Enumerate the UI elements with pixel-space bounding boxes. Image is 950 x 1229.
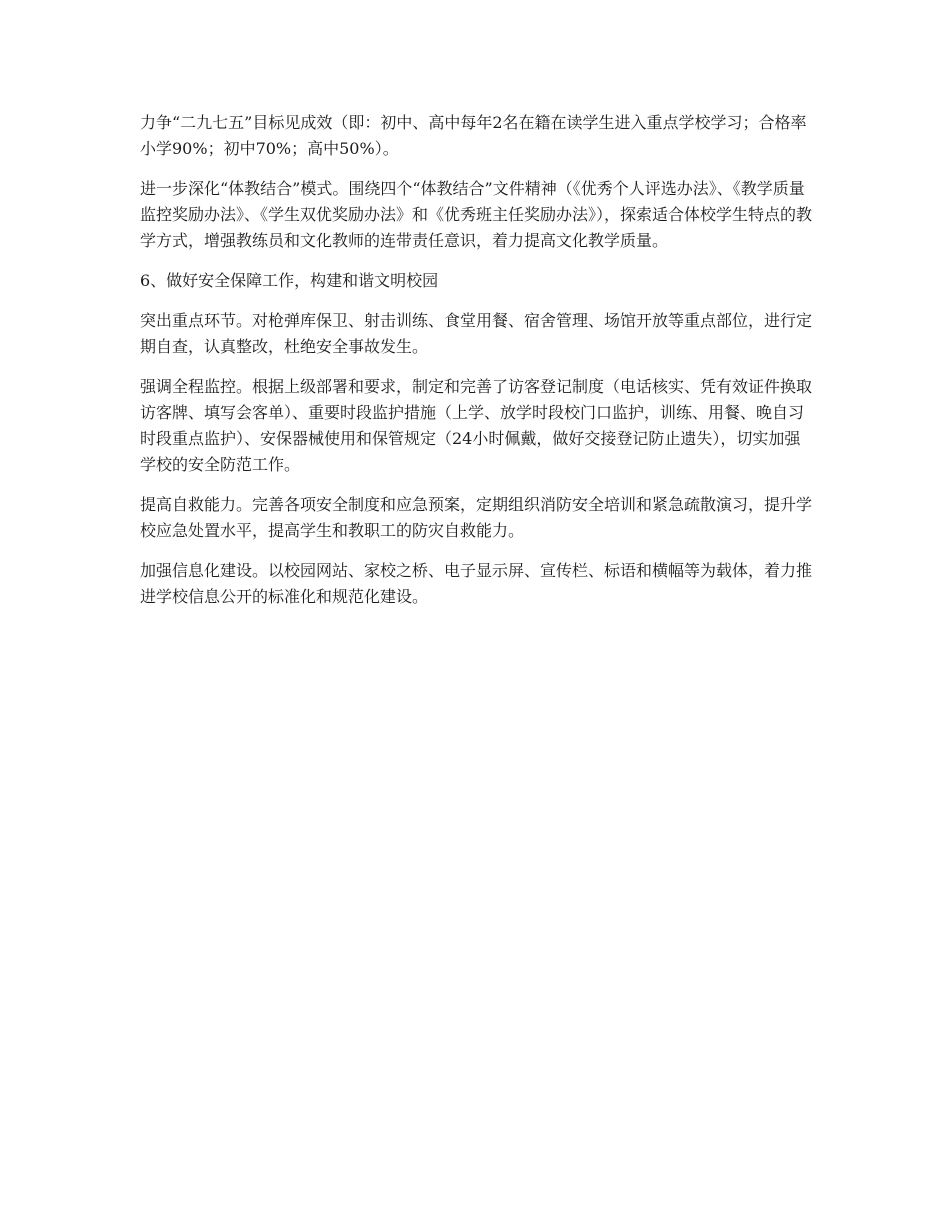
document-body bbox=[140, 110, 812, 624]
paragraph-informatization: 加强信息化建设。以校园网站、家校之桥、电子显示屏、宣传栏、标语和横幅等为载体，着力推进学校信息公开的标准化和规范化建设。 bbox=[140, 561, 813, 606]
paragraph-key-areas: 突出重点环节。对枪弹库保卫、射击训练、食堂用餐、宿舍管理、场馆开放等重点部位，进行定期自查，认真整改，杜绝安全事故发生。 bbox=[140, 311, 813, 356]
paragraph-self-rescue: 提高自救能力。完善各项安全制度和应急预案，定期组织消防安全培训和紧急疏散演习，提升学校应急处置水平，提高学生和教职工的防灾自救能力。 bbox=[140, 495, 813, 540]
paragraph-sports-education: 进一步深化“体教结合”模式。围绕四个“体教结合”文件精神（《优秀个人评选办法》、《教学质量监控奖励办法》、《学生双优奖励办法》和《优秀班主任奖励办法》），探索适合体校学生特点的教学方式，增强教练员和文化教师的连带责任意识，着力提高文化教学质量。 bbox=[140, 179, 813, 250]
paragraph-monitoring: 强调全程监控。根据上级部署和要求，制定和完善了访客登记制度（电话核实、凭有效证件换取访客牌、填写会客单）、重要时段监护措施（上学、放学时段校门口监护，训练、用餐、晚自习时段重点监护）、安保器械使用和保管规定（24小时佩戴，做好交接登记防止遗失），切实加强学校的安全防范工作。 bbox=[140, 377, 813, 474]
section-heading-safety: 6、做好安全保障工作，构建和谐文明校园 bbox=[140, 271, 439, 290]
paragraph-goal: 力争“二九七五”目标见成效（即：初中、高中每年2名在籍在读学生进入重点学校学习；合格率小学90%；初中70%；高中50%）。 bbox=[140, 113, 807, 158]
